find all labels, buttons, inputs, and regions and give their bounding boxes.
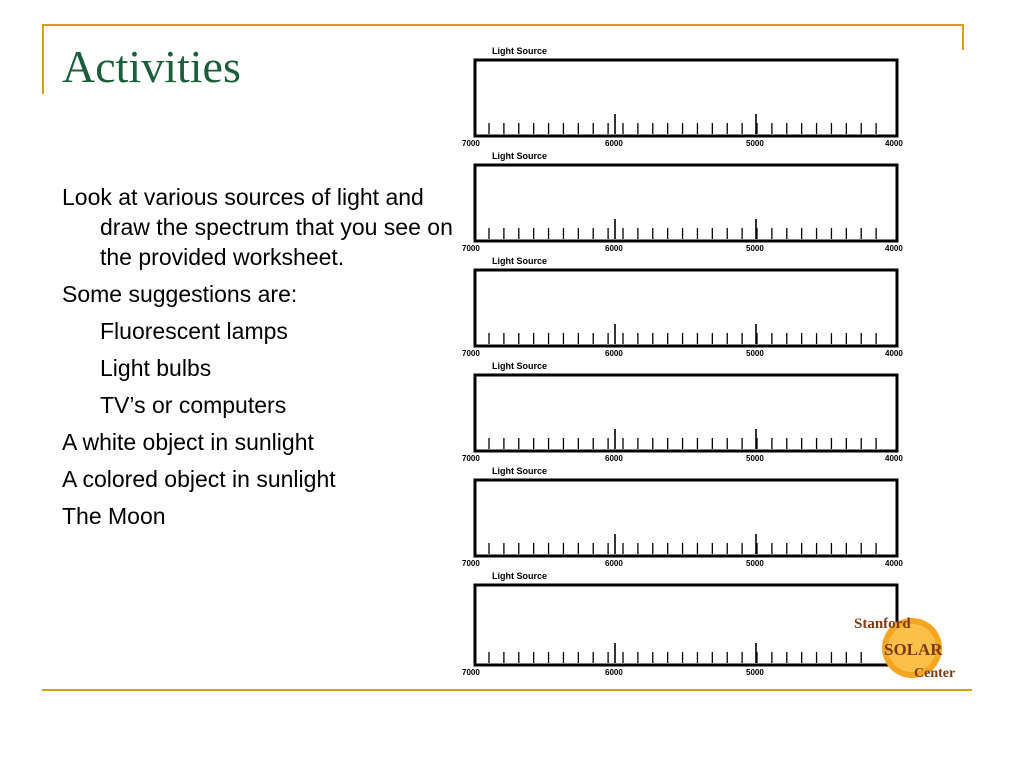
sub-bullet-item: Light bulbs [100,355,212,381]
spectrum-box [475,60,897,136]
scale-label: 6000 [605,349,623,358]
scale-label: 4000 [885,454,903,463]
spectrum-box [475,480,897,556]
scale-label: 7000 [462,349,480,358]
light-source-label: Light Source [492,571,548,581]
logo-line-1: Stanford [854,616,911,632]
scale-label: 4000 [885,349,903,358]
light-source-label: Light Source [492,256,548,266]
logo-line-2: SOLAR [884,640,943,659]
spectrum-box [475,270,897,346]
light-source-label: Light Source [492,361,548,371]
light-source-label: Light Source [492,46,548,56]
sub-bullet-item: Fluorescent lamps [100,318,288,344]
scale-label: 5000 [746,454,764,463]
scale-label: 6000 [605,559,623,568]
scale-label: 6000 [605,139,623,148]
light-source-label: Light Source [492,466,548,476]
scale-label: 7000 [462,244,480,253]
light-source-label: Light Source [492,151,548,161]
scale-label: 4000 [885,244,903,253]
frame-left-rule [42,24,44,94]
scale-label: 7000 [462,668,480,675]
scale-label: 7000 [462,559,480,568]
spectrum-box [475,585,897,665]
scale-label: 7000 [462,454,480,463]
spectrum-box [475,165,897,241]
bullet-item: A white object in sunlight [62,429,314,455]
sub-bullet-item: TV’s or computers [100,392,287,418]
bullet-item: A colored object in sunlight [62,466,336,492]
scale-label: 6000 [605,244,623,253]
scale-label: 5000 [746,559,764,568]
scale-label: 7000 [462,139,480,148]
scale-label: 5000 [746,668,764,675]
bullet-item: Some suggestions are: [62,281,298,307]
scale-label: 5000 [746,244,764,253]
bullet-item: The Moon [62,503,166,529]
frame-right-rule [962,24,964,50]
spectrum-box [475,375,897,451]
scale-label: 5000 [746,349,764,358]
scale-label: 6000 [605,454,623,463]
frame-bottom-rule [42,689,972,691]
scale-label: 4000 [885,559,903,568]
scale-label: 4000 [885,139,903,148]
scale-label: 5000 [746,139,764,148]
logo-line-3: Center [914,666,956,681]
frame-top-rule [42,24,964,26]
spectrum-worksheet [455,40,910,675]
slide-title: Activities [62,41,241,92]
scale-label: 6000 [605,668,623,675]
bullet-item: Look at various sources of light and draw the spectrum that you see on the provided worksheet. [62,184,453,270]
stanford-solar-center-logo [850,606,975,686]
bullet-list [62,182,462,538]
